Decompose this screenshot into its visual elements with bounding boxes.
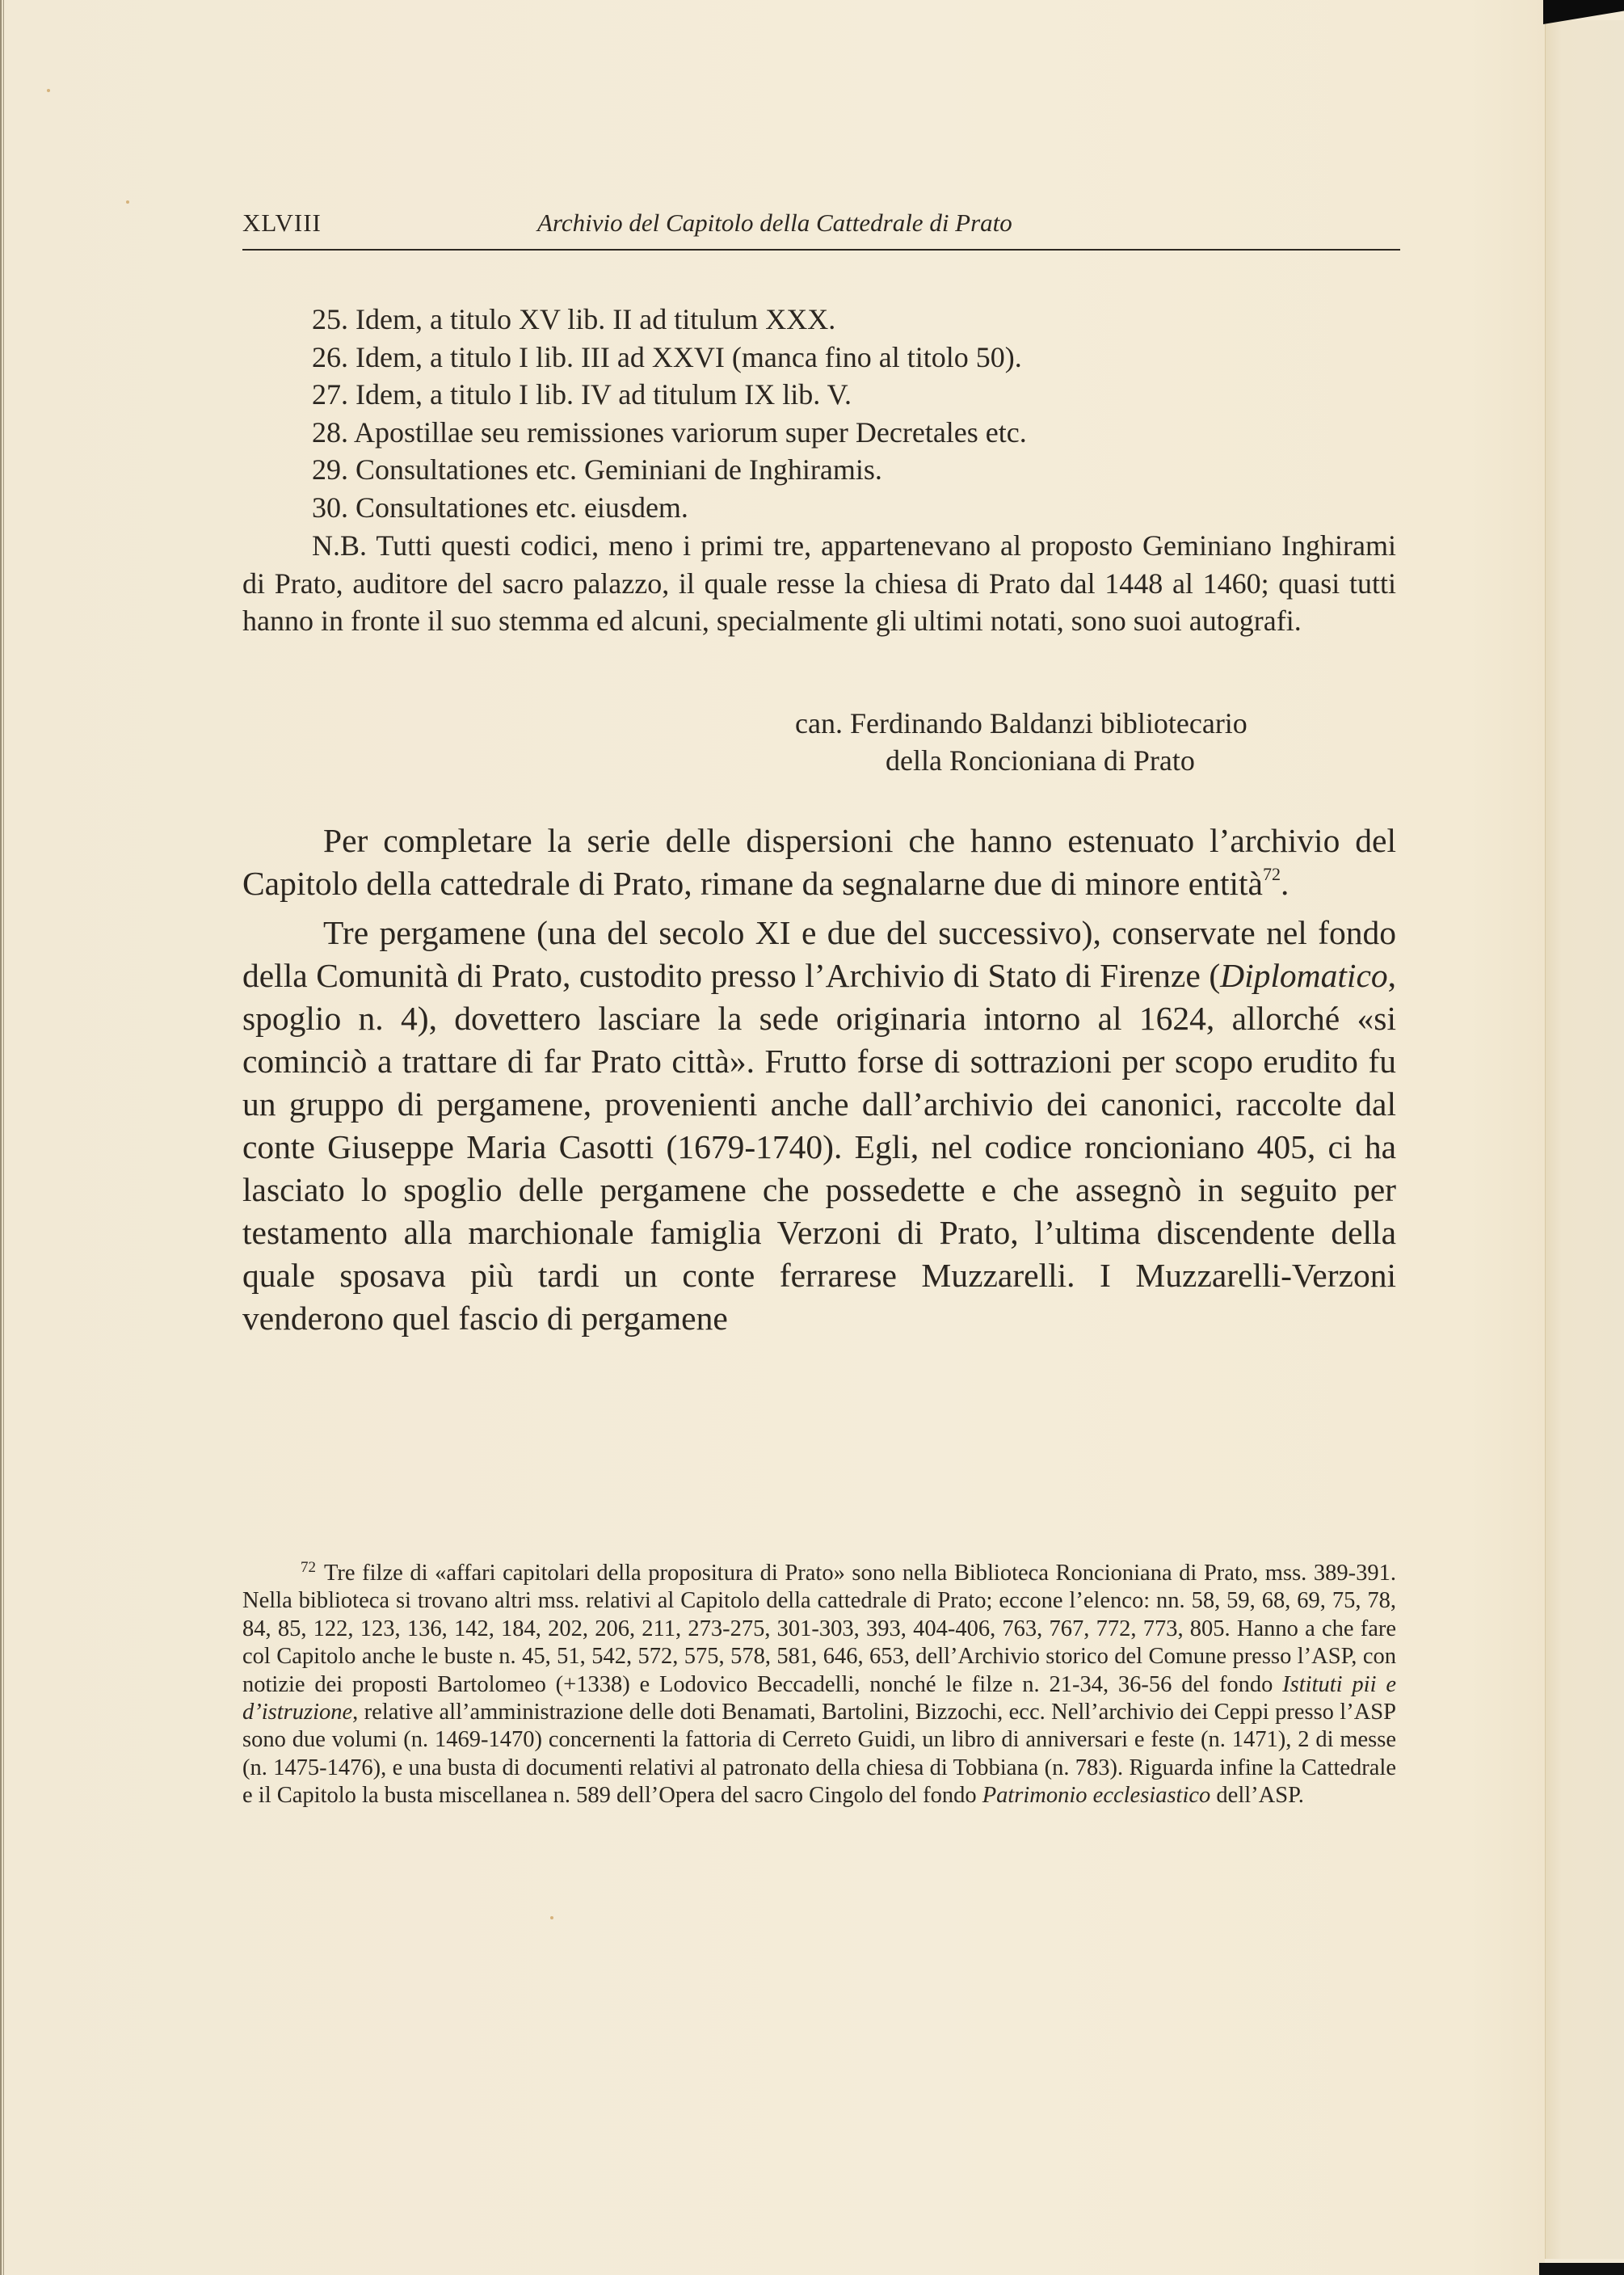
paragraph-text: Tre pergamene (una del secolo XI e due del successivo), conservate nel fondo della Comunità di Prato, custodito presso l’Archivio di Stato di Firenze ( — [242, 914, 1396, 994]
paper-speck — [550, 1916, 553, 1919]
item-text: Consultationes etc. Geminiani de Inghiramis. — [356, 453, 882, 486]
codex-list — [242, 301, 1396, 526]
list-item — [242, 489, 1396, 527]
signature — [795, 705, 1247, 779]
footnote-text — [242, 1560, 1396, 1810]
item-text: Idem, a titulo I lib. III ad XXVI (manca fino al titolo 50). — [356, 340, 1022, 373]
page-header — [242, 209, 1399, 246]
facing-page-edge — [1545, 20, 1624, 2259]
paper-speck — [126, 200, 129, 204]
page-left-edge — [0, 0, 6, 2275]
background-bottom — [1539, 2263, 1624, 2275]
list-item — [242, 414, 1396, 452]
item-text: Apostillae seu remissiones variorum super Decretales etc. — [354, 415, 1027, 449]
list-item — [242, 339, 1396, 377]
signature-line-2: della Roncioniana di Prato — [886, 744, 1195, 777]
footnote-reference[interactable]: 72 — [1262, 864, 1281, 884]
paragraph-text: , spoglio n. 4), dovettero lasciare la sede originaria intorno al 1624, allorché «si cominciò a trattare di far Prato città». Frutto forse di sottrazioni per scopo erudito fu un gruppo di pergamene, provenienti anche dall’archivio dei canonici, raccolte dal conte Giuseppe Maria Casotti (1679-1740). Egli, nel codice roncioniano 405, ci ha lasciato lo spoglio delle pergamene che possedette e che assegnò in seguito per testamento alla marchionale famiglia Verzoni di Prato, l’ultima discendente della quale sposava più tardi un conte ferrarese Muzzarelli. I Muzzarelli-Verzoni venderono quel fascio di pergamene — [242, 957, 1396, 1337]
running-title: Archivio del Capitolo della Cattedrale di Prato — [537, 209, 1012, 237]
paragraph-text: . — [1280, 865, 1290, 902]
header-rule — [242, 249, 1400, 251]
paragraph — [242, 912, 1396, 1340]
nb-note: N.B. Tutti questi codici, meno i primi tre, appartenevano al proposto Geminiano Inghirami di Prato, auditore del sacro palazzo, il quale resse la chiesa di Prato dal 1448 al 1460; quasi tutti hanno in fronte il suo stemma ed alcuni, specialmente gli ultimi notati, sono suoi autografi. — [242, 529, 1396, 637]
footnote-72 — [242, 1560, 1396, 1810]
item-number: 25. — [312, 303, 348, 335]
footnote-part: , relative all’amministrazione delle doti Benamati, Bartolini, Bizzochi, ecc. Nell’archivio dei Ceppi presso l’ASP sono due volumi (n. 1469-1470) concernenti la fattoria di Cerreto Guidi, un libro di anniversari e feste (n. 1471), 2 di messe (n. 1475-1476), e una busta di documenti relativi al patronato della chiesa di Tobbiana (n. 783). Riguarda infine la Cattedrale e il Capitolo la busta miscellanea n. 589 dell’Opera del sacro Cingolo del fondo — [242, 1700, 1396, 1809]
italic-title: Istituti pii e d’istruzione — [242, 1671, 1396, 1725]
list-item — [242, 376, 1396, 414]
item-number: 26. — [312, 340, 348, 373]
paragraph — [242, 819, 1396, 905]
list-item — [242, 301, 1396, 339]
folio-number: XLVIII — [242, 209, 322, 237]
list-item — [242, 451, 1396, 489]
item-number: 27. — [312, 378, 348, 411]
item-text: Consultationes etc. eiusdem. — [356, 491, 688, 524]
paragraph-text: Per completare la serie delle dispersioni che hanno estenuato l’archivio del Capitolo della cattedrale di Prato, rimane da segnalarne due di minore entità — [242, 822, 1396, 902]
main-text — [242, 819, 1396, 1340]
item-number: 28. — [312, 415, 348, 449]
italic-title: Patrimonio ecclesiastico — [982, 1783, 1211, 1809]
item-number: 30. — [312, 491, 348, 524]
paper-speck — [47, 89, 50, 92]
item-number: 29. — [312, 453, 348, 486]
footnote-number: 72 — [301, 1559, 316, 1576]
item-text: Idem, a titulo I lib. IV ad titulum IX lib. V. — [356, 378, 852, 411]
footnote-part: Tre filze di «affari capitolari della propositura di Prato» sono nella Biblioteca Roncioniana di Prato, mss. 389-391. Nella biblioteca si trovano altri mss. relativi al Capitolo della cattedrale di Prato; eccone l’elenco: nn. 58, 59, 68, 69, 75, 78, 84, 85, 122, 123, 136, 142, 184, 202, 206, 211, 273-275, 301-303, 393, 404-406, 763, 767, 772, 773, 805. Hanno a che fare col Capitolo anche le buste n. 45, 51, 542, 572, 575, 578, 581, 646, 653, dell’Archivio storico del Comune presso l’ASP, con notizie dei proposti Bartolomeo (+1338) e Lodovico Beccadelli, nonché le filze n. 21-34, 36-56 del fondo — [242, 1561, 1396, 1697]
signature-line-1: can. Ferdinando Baldanzi bibliotecario — [795, 707, 1247, 739]
item-text: Idem, a titulo XV lib. II ad titulum XXX. — [356, 303, 836, 335]
italic-title: Diplomatico — [1220, 957, 1388, 994]
footnote-part: dell’ASP. — [1210, 1783, 1304, 1809]
